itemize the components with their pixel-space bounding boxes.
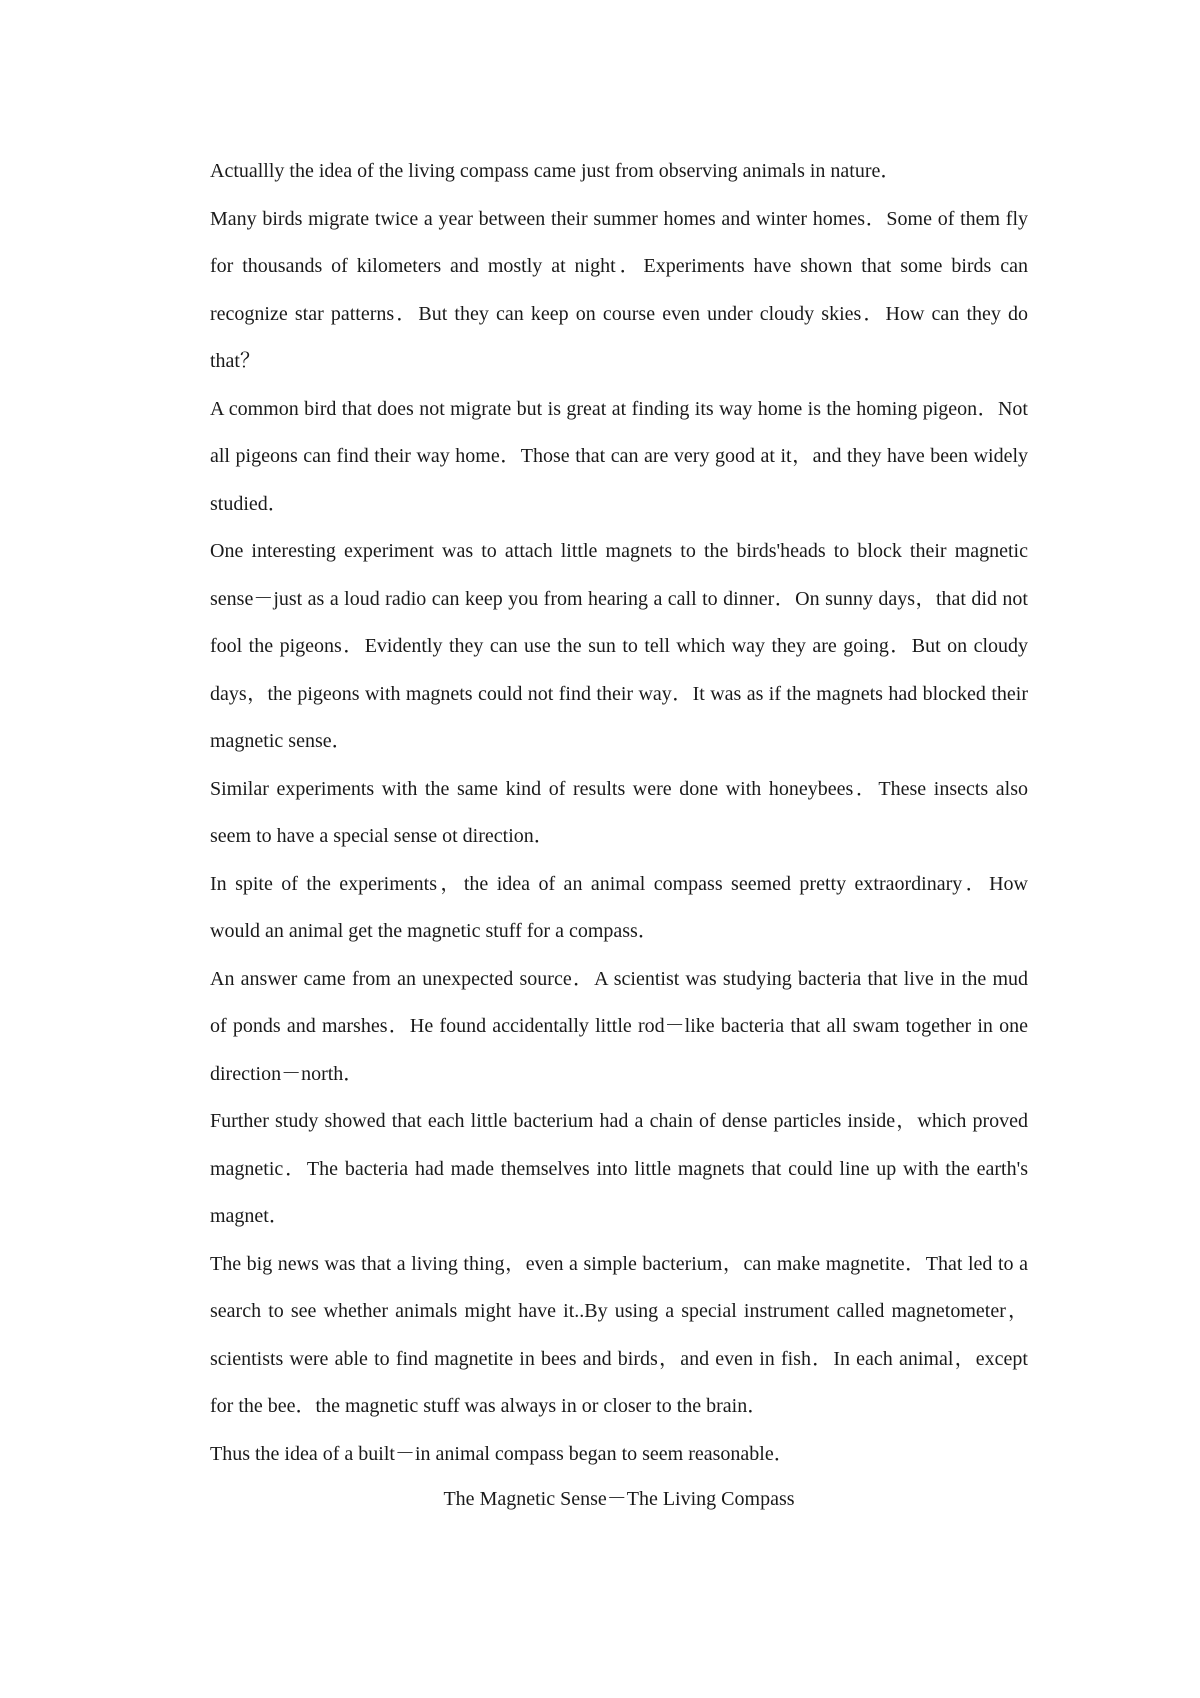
body-text	[210, 148, 1028, 1478]
paragraph-6: In spite of the experiments，the idea of an animal compass seemed pretty extraordinary．How would an animal get the magnetic stuff for a compass．	[210, 872, 1028, 942]
paragraph-10: Thus the idea of a built－in animal compass began to seem reasonable．	[210, 1442, 794, 1465]
paragraph-2: Many birds migrate twice a year between their summer homes and winter homes．Some of them fly for thousands of kilometers and mostly at night．Experiments have shown that some birds can recognize star patterns．But they can keep on course even under cloudy skies．How can they do that？	[210, 207, 1028, 372]
paragraph-3: A common bird that does not migrate but is great at finding its way home is the homing pigeon．Not all pigeons can find their way home．Those that can are very good at it，and they have been widely studied．	[210, 397, 1028, 515]
paragraph-1: Actuallly the idea of the living compass came just from observing animals in nature．	[210, 160, 901, 182]
paragraph-5: Similar experiments with the same kind of results were done with honeybees．These insects also seem to have a special sense ot direction．	[210, 777, 1028, 847]
paragraph-4: One interesting experiment was to attach little magnets to the birds'heads to block their magnetic sense－just as a loud radio can keep you from hearing a call to dinner．On sunny days，that did not fool the pigeons．Evidently they can use the sun to tell which way they are going．But on cloudy days，the pigeons with magnets could not find their way．It was as if the magnets had blocked their magnetic sense．	[210, 540, 1028, 752]
title-caption: The Magnetic Sense－The Living Compass	[443, 1488, 795, 1510]
paragraph-8: Further study showed that each little bacterium had a chain of dense particles inside，which proved magnetic．The bacteria had made themselves into little magnets that could line up with the earth's magnet．	[210, 1110, 1028, 1227]
paragraph-9: The big news was that a living thing，even a simple bacterium，can make magnetite．That led to a search to see whether animals might have it..By using a special instrument called magnetometer，scientists were able to find magnetite in bees and birds，and even in fish．In each animal，except for the bee．the magnetic stuff was always in or closer to the brain．	[210, 1252, 1028, 1417]
paragraph-7: An answer came from an unexpected source．A scientist was studying bacteria that live in the mud of ponds and marshes．He found accidentally little rod－like bacteria that all swam together in one direction－north．	[210, 967, 1028, 1085]
